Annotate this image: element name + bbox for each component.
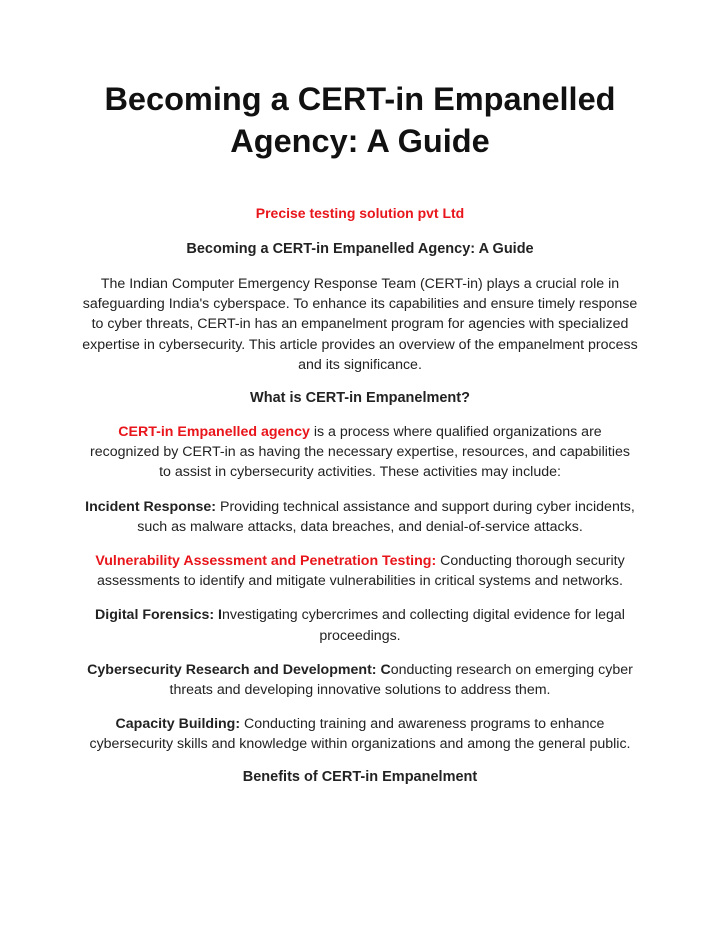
activity-label: Incident Response: <box>85 498 217 515</box>
activity-incident-response <box>80 497 640 537</box>
activity-text: Conducting training and awareness programs to enhance cybersecurity skills and knowledge within organizations and among the general public. <box>89 716 631 753</box>
activity-label: Vulnerability Assessment and Penetration Testing: <box>95 553 437 570</box>
company-name: Precise testing solution pvt Ltd <box>255 205 465 221</box>
intro-paragraph: The Indian Computer Emergency Response Team (CERT-in) plays a crucial role in safeguarding India's cyberspace. To enhance its capabilities and ensure timely response to cyber threats, CERT-in has an empanelment program for agencies with specialized expertise in cybersecurity. This article provides an overview of the empanelment process and its significance. <box>82 276 638 373</box>
definition-paragraph <box>80 422 640 483</box>
subtitle-heading: Becoming a CERT-in Empanelled Agency: A Guide <box>186 241 534 257</box>
activity-vapt <box>80 551 640 591</box>
document-title: Becoming a CERT-in Empanelled Agency: A Guide <box>104 81 616 159</box>
activity-label: Digital Forensics: I <box>95 607 222 624</box>
activity-digital-forensics <box>72 605 648 645</box>
benefits-heading: Benefits of CERT-in Empanelment <box>242 768 478 785</box>
activity-label: Cybersecurity Research and Development: C <box>87 661 391 678</box>
definition-text: is a process where qualified organizations are recognized by CERT-in as having the necessary expertise, resources, and capabilities to assist in cybersecurity activities. These activities may include: <box>90 424 630 481</box>
activity-text: Providing technical assistance and support during cyber incidents, such as malware attacks, data breaches, and denial-of-service attacks. <box>137 498 635 535</box>
definition-term: CERT-in Empanelled agency <box>118 424 310 441</box>
activity-capacity-building <box>80 714 640 754</box>
activity-label: Capacity Building: <box>115 716 241 733</box>
what-is-empanelment-heading: What is CERT-in Empanelment? <box>250 390 470 407</box>
activity-text: Conducting thorough security assessments to identify and mitigate vulnerabilities in critical systems and networks. <box>97 553 625 590</box>
activity-text: onducting research on emerging cyber threats and developing innovative solutions to address them. <box>169 661 633 699</box>
activity-text: nvestigating cybercrimes and collecting digital evidence for legal proceedings. <box>221 607 625 644</box>
activity-research-development <box>80 660 640 700</box>
